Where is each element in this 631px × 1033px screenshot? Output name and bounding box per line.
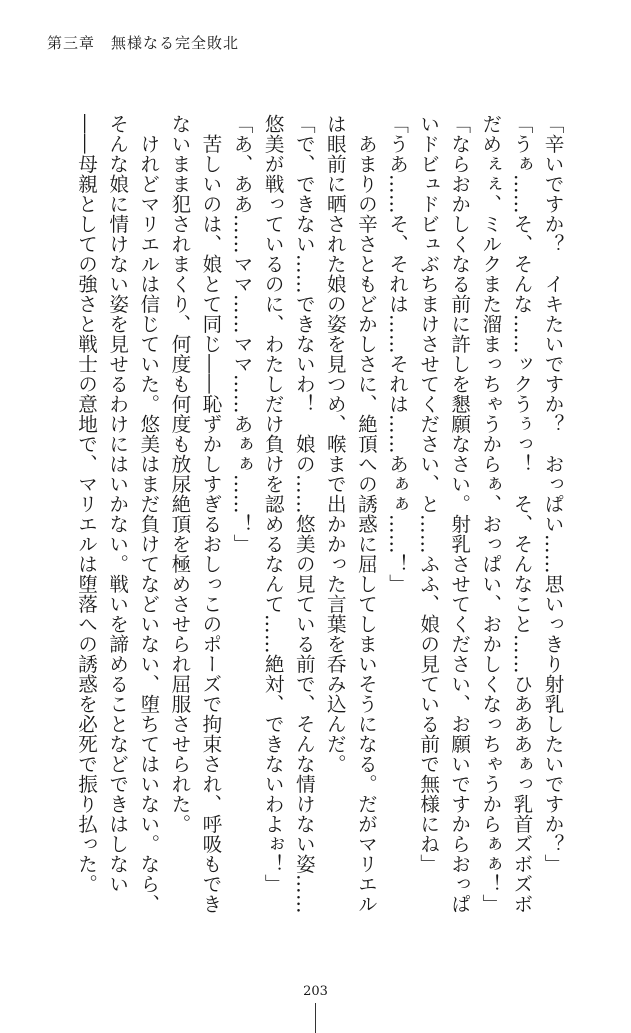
running-head: 第三章 無様なる完全敗北 xyxy=(47,34,240,52)
text-line: いドビュドビュぶちまけさせてください、と……ふふ、娘の見ている前で無様にね」 xyxy=(416,114,440,874)
text-line: けれどマリエルは信じていた。悠美はまだ負けてなどいない、堕ちてはいない。なら、 xyxy=(136,114,160,914)
text-line: だめぇぇ、ミルクまた溜まっちゃうからぁ、おっぱい、おかしくなっちゃうからぁぁ！」 xyxy=(478,114,502,914)
text-line: ないまま犯されまくり、何度も何度も放尿絶頂を極めさせられ屈服させられた。 xyxy=(167,114,191,834)
text-line: 「うあ……そ、それは……それは……あぁぁ……！」 xyxy=(385,114,409,594)
text-line: そんな娘に情けない姿を見せるわけにはいかない。戦いを諦めることなどできはしない xyxy=(105,114,129,894)
text-line: 「ならおかしくなる前に許しを懇願なさい。射乳させてください、お願いですからおっぱ xyxy=(447,114,471,914)
page-rule xyxy=(315,1003,316,1033)
text-line: あまりの辛さともどかしさに、絶頂への誘惑に屈してしまいそうになる。だがマリエル xyxy=(354,114,378,914)
text-line: 苦しいのは、娘とて同じ――恥ずかしすぎるおしっこのポーズで拘束され、呼吸もでき xyxy=(198,114,222,914)
text-line: 「で、できない……できないわ！ 娘の……悠美の見ている前で、そんな情けない姿…… xyxy=(292,114,316,914)
text-line: 「うぁ……そ、そんな……ックうぅっ！ そ、そんなこと……ひあああぁっ乳首ズボズボ xyxy=(509,114,533,914)
text-line: 「辛いですか？ イキたいですか？ おっぱい……思いっきり射乳したいですか？」 xyxy=(541,114,564,874)
text-line: は眼前に晒された娘の姿を見つめ、喉まで出かかった言葉を呑み込んだ。 xyxy=(323,114,347,774)
text-line: 「あ、ああ……ママ……ママ……あぁぁ……！」 xyxy=(230,114,254,554)
text-line: 悠美が戦っているのに、わたしだけ負けを認めるなんて……絶対、できないわよぉ！」 xyxy=(261,114,285,894)
body-text xyxy=(52,114,568,914)
page-number: 203 xyxy=(303,984,328,999)
text-line: ――母親としての強さと戦士の意地で、マリエルは堕落への誘惑を必死で振り払った。 xyxy=(74,114,98,894)
